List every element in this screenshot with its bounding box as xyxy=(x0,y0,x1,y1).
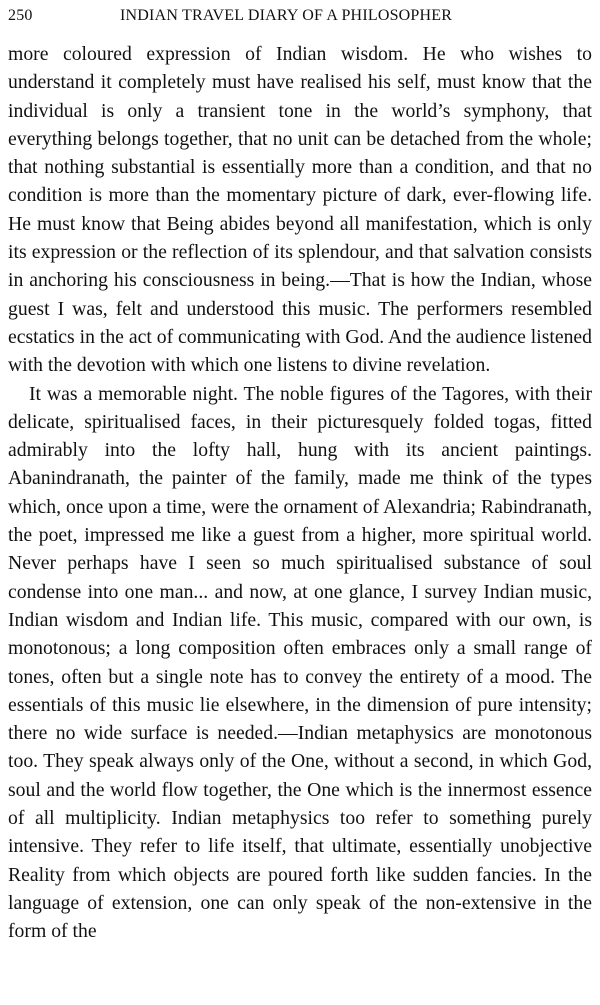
running-title: INDIAN TRAVEL DIARY OF A PHILOSOPHER xyxy=(120,7,453,24)
running-header xyxy=(8,2,592,30)
body-text xyxy=(8,40,592,946)
paragraph-2: It was a memorable night. The noble figures of the Tagores, with their delicate, spiritualised faces, in their picturesquely folded togas, fitted admirably into the lofty hall, hung with its ancient paintings. Abanindranath, the painter of the family, made me think of the types which, once upon a time, were the ornament of Alexandria; Rabindranath, the poet, impressed me like a guest from a higher, more spiritual world. Never perhaps have I seen so much spiritualised substance of soul condense into one man... and now, at one glance, I survey Indian music, Indian wisdom and Indian life. This music, compared with our own, is monotonous; a long composition often embraces only a small range of tones, often but a single note has to convey the entirety of a mood. The essentials of this music lie elsewhere, in the dimension of pure intensity; there no wide surface is needed.—Indian metaphysics are monotonous too. They speak always only of the One, without a second, in which God, soul and the world flow together, the One which is the innermost essence of all multiplicity. Indian metaphysics too refer to something purely intensive. They refer to life itself, that ultimate, essentially unobjective Reality from which objects are poured forth like sudden fancies. In the language of extension, one can only speak of the non-extensive in the form of the xyxy=(8,382,592,943)
page-number: 250 xyxy=(8,7,33,24)
paragraph-1: more coloured expression of Indian wisdom. He who wishes to understand it completely must have realised his self, must know that the individual is only a transient tone in the world’s symphony, that everything belongs together, that no unit can be detached from the whole; that nothing substantial is essentially more than a condition, and that no condition is more than the momentary picture of dark, ever-flowing life. He must know that Being abides beyond all manifestation, which is only its expression or the reflection of its splendour, and that salvation consists in anchoring his consciousness in being.—That is how the Indian, whose guest I was, felt and understood this music. The performers resembled ecstatics in the act of communicating with God. And the audience listened with the devotion with which one listens to divine revelation. xyxy=(8,43,592,377)
